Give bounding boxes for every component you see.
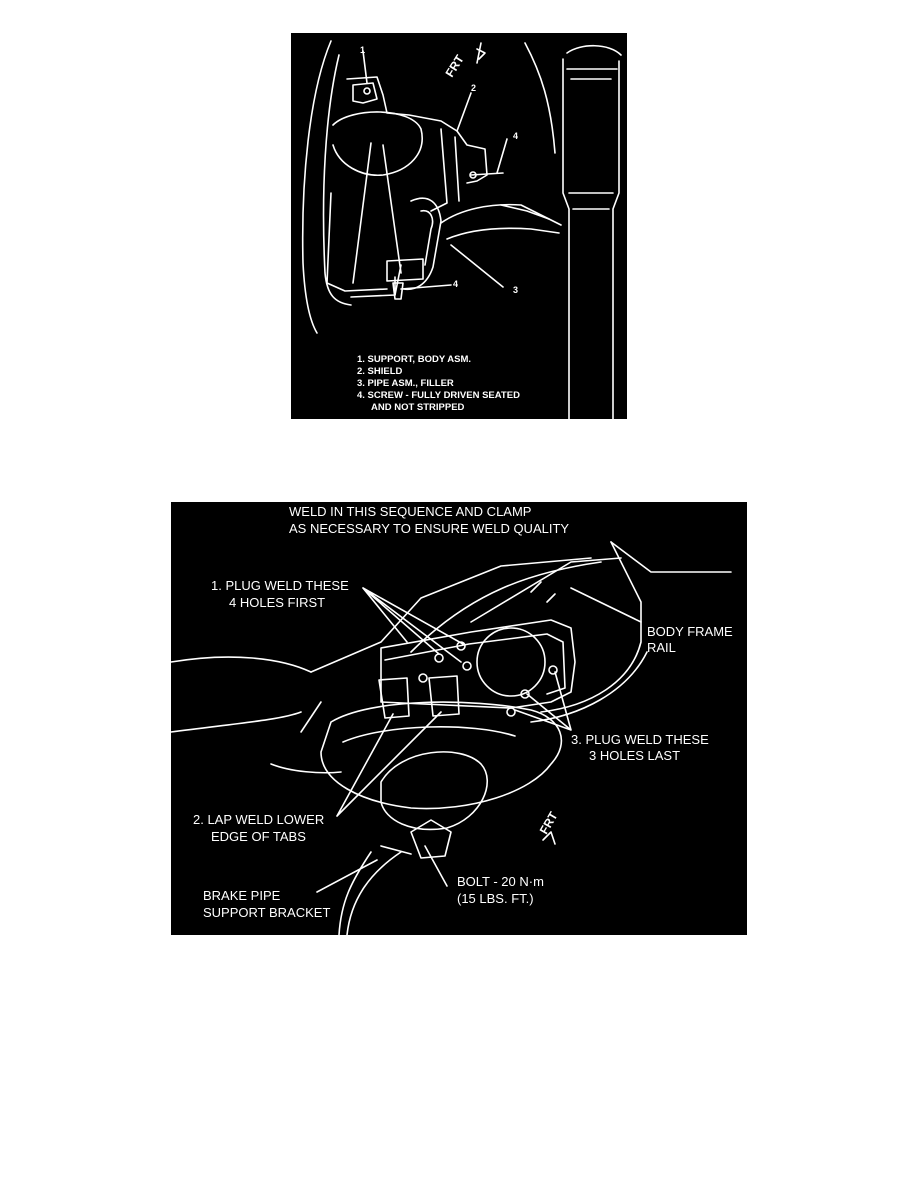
step2-label-line1: 2. LAP WELD LOWER — [193, 812, 325, 827]
front-direction-label: FRT — [536, 809, 561, 837]
weld-line-drawing — [171, 502, 747, 935]
step2-label-line2: EDGE OF TABS — [211, 829, 306, 844]
step3-label-line2: 3 HOLES LAST — [589, 748, 681, 763]
weld-sequence-title-line2: AS NECESSARY TO ENSURE WELD QUALITY — [289, 521, 570, 536]
bolt-torque-label-line2: (15 LBS. FT.) — [457, 891, 534, 906]
callout-2: 2 — [471, 83, 477, 93]
legend-item-4-cont: AND NOT STRIPPED — [371, 402, 465, 413]
weld-sequence-title-line1: WELD IN THIS SEQUENCE AND CLAMP — [289, 504, 532, 519]
legend-item-1: 1. SUPPORT, BODY ASM. — [357, 354, 472, 365]
callout-3: 3 — [513, 285, 519, 295]
step1-label-line2: 4 HOLES FIRST — [229, 595, 326, 610]
body-frame-rail-label-line1: BODY FRAME — [647, 624, 733, 639]
brake-pipe-bracket-label-line2: SUPPORT BRACKET — [203, 905, 331, 920]
weld-sequence-figure — [171, 502, 747, 935]
legend-item-4: 4. SCREW - FULLY DRIVEN SEATED — [357, 390, 520, 401]
legend-item-3: 3. PIPE ASM., FILLER — [357, 378, 454, 389]
callout-1: 1 — [360, 45, 366, 55]
brake-pipe-bracket-label-line1: BRAKE PIPE — [203, 888, 281, 903]
front-direction-label: FRT — [442, 52, 467, 80]
step1-label-line1: 1. PLUG WELD THESE — [211, 578, 349, 593]
shield-installation-figure — [291, 33, 627, 419]
callout-4-upper: 4 — [513, 131, 519, 141]
callout-4-lower: 4 — [453, 279, 459, 289]
legend-item-2: 2. SHIELD — [357, 366, 403, 377]
body-frame-rail-label-line2: RAIL — [647, 640, 676, 655]
step3-label-line1: 3. PLUG WELD THESE — [571, 732, 709, 747]
bolt-torque-label-line1: BOLT - 20 N·m — [457, 874, 544, 889]
